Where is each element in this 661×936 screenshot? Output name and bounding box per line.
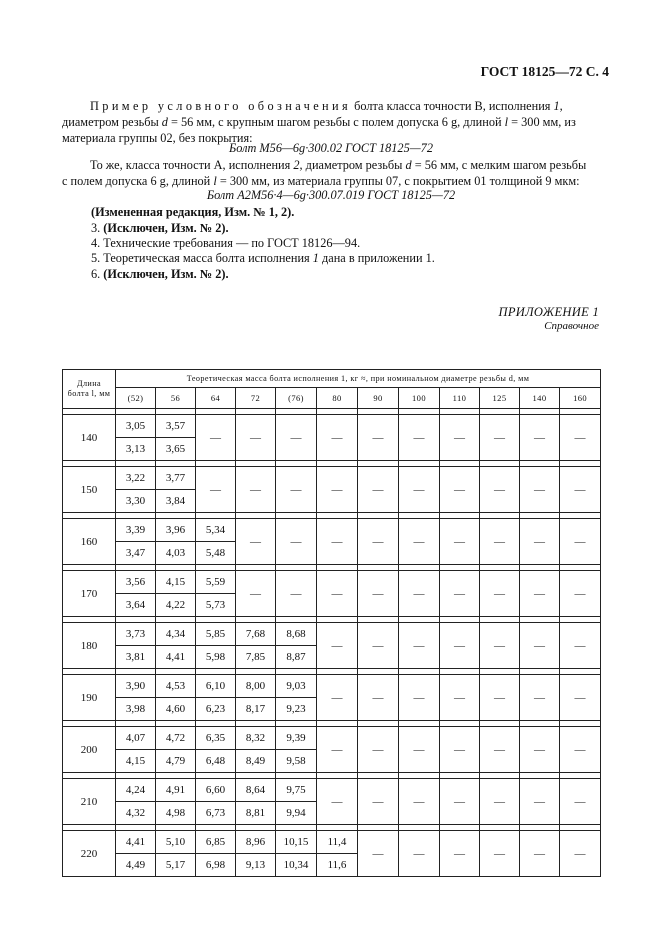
- diameter-header-row: [63, 388, 601, 409]
- mass-value-cell: 3,39: [116, 519, 156, 542]
- mass-value-cell: 5,34: [196, 519, 236, 542]
- note-changed: (Измененная редакция, Изм. № 1, 2).: [91, 205, 295, 219]
- empty-dash-cell: —: [520, 519, 560, 565]
- empty-dash-cell: —: [440, 779, 480, 825]
- empty-dash-cell: —: [196, 415, 236, 461]
- mass-value-cell: 6,35: [196, 727, 236, 750]
- empty-dash-cell: —: [399, 623, 440, 669]
- mass-value-cell: 8,17: [236, 698, 276, 721]
- empty-dash-cell: —: [276, 415, 317, 461]
- empty-dash-cell: —: [399, 571, 440, 617]
- empty-dash-cell: —: [317, 467, 358, 513]
- empty-dash-cell: —: [440, 675, 480, 721]
- mass-value-cell: 4,03: [156, 542, 196, 565]
- mass-value-cell: 3,65: [156, 438, 196, 461]
- empty-dash-cell: —: [317, 727, 358, 773]
- diameter-header-1: 56: [156, 388, 196, 409]
- example-lead: Пример условного обозначения: [90, 99, 352, 113]
- empty-dash-cell: —: [358, 467, 399, 513]
- mass-value-cell: 5,59: [196, 571, 236, 594]
- length-cell: 170: [63, 571, 116, 617]
- mass-value-cell: 9,39: [276, 727, 317, 750]
- p2-d-symbol: d: [405, 158, 412, 172]
- mass-value-cell: 4,41: [116, 831, 156, 854]
- empty-dash-cell: —: [560, 831, 601, 877]
- note-6-number: 6.: [91, 267, 104, 281]
- length-cell: 180: [63, 623, 116, 669]
- table-row: [63, 675, 601, 698]
- mass-value-cell: 3,73: [116, 623, 156, 646]
- p2-exec: 2,: [293, 158, 303, 172]
- note-6: [91, 266, 229, 282]
- mass-value-cell: 4,41: [156, 646, 196, 669]
- table-row: [63, 467, 601, 490]
- mass-value-cell: 4,49: [116, 854, 156, 877]
- empty-dash-cell: —: [480, 727, 520, 773]
- mass-value-cell: 5,10: [156, 831, 196, 854]
- empty-dash-cell: —: [317, 623, 358, 669]
- note-5-a: 5. Теоретическая масса болта исполнения: [91, 251, 313, 265]
- mass-value-cell: 3,22: [116, 467, 156, 490]
- mass-value-cell: 6,98: [196, 854, 236, 877]
- mass-value-cell: 8,32: [236, 727, 276, 750]
- empty-dash-cell: —: [440, 415, 480, 461]
- empty-dash-cell: —: [399, 727, 440, 773]
- mass-value-cell: 7,68: [236, 623, 276, 646]
- note-3: [91, 220, 229, 236]
- empty-dash-cell: —: [358, 571, 399, 617]
- empty-dash-cell: —: [440, 727, 480, 773]
- diameter-header-0: (52): [116, 388, 156, 409]
- empty-dash-cell: —: [196, 467, 236, 513]
- empty-dash-cell: —: [399, 519, 440, 565]
- mass-value-cell: 4,34: [156, 623, 196, 646]
- empty-dash-cell: —: [358, 415, 399, 461]
- example-paragraph-1: [62, 98, 600, 146]
- mass-value-cell: 9,23: [276, 698, 317, 721]
- diameter-header-10: 140: [520, 388, 560, 409]
- designation-1: Болт М56—6g·300.02 ГОСТ 18125—72: [229, 141, 433, 155]
- empty-dash-cell: —: [520, 623, 560, 669]
- length-cell: 220: [63, 831, 116, 877]
- empty-dash-cell: —: [480, 571, 520, 617]
- empty-dash-cell: —: [236, 415, 276, 461]
- empty-dash-cell: —: [317, 415, 358, 461]
- diameter-header-4: (76): [276, 388, 317, 409]
- p2-line2a: с полем допуска 6 g, длиной: [62, 174, 214, 188]
- mass-value-cell: 4,60: [156, 698, 196, 721]
- empty-dash-cell: —: [560, 623, 601, 669]
- mass-value-cell: 3,13: [116, 438, 156, 461]
- empty-dash-cell: —: [399, 415, 440, 461]
- mass-value-cell: 3,47: [116, 542, 156, 565]
- diameter-header-8: 110: [440, 388, 480, 409]
- mass-value-cell: 7,85: [236, 646, 276, 669]
- diameter-header-3: 72: [236, 388, 276, 409]
- note-5: [91, 250, 435, 266]
- p2-line2b: = 300 мм, из материала группы 07, с покрытием 01 толщиной 9 мкм:: [216, 174, 580, 188]
- mass-value-cell: 3,57: [156, 415, 196, 438]
- diameter-header-7: 100: [399, 388, 440, 409]
- note-6-text: (Исключен, Изм. № 2).: [103, 267, 229, 281]
- empty-dash-cell: —: [480, 779, 520, 825]
- note-3-text: (Исключен, Изм. № 2).: [103, 221, 229, 235]
- empty-dash-cell: —: [358, 831, 399, 877]
- mass-value-cell: 4,91: [156, 779, 196, 802]
- example-rest1: болта класса точности В, исполнения: [351, 99, 554, 113]
- example-line2c: = 300 мм, из: [508, 115, 576, 129]
- empty-dash-cell: —: [276, 571, 317, 617]
- mass-table-body: [63, 409, 601, 877]
- length-cell: 190: [63, 675, 116, 721]
- empty-dash-cell: —: [440, 623, 480, 669]
- empty-dash-cell: —: [480, 467, 520, 513]
- mass-value-cell: 9,58: [276, 750, 317, 773]
- mass-value-cell: 8,81: [236, 802, 276, 825]
- table-row: [63, 779, 601, 802]
- empty-dash-cell: —: [520, 727, 560, 773]
- table-row: [63, 571, 601, 594]
- empty-dash-cell: —: [520, 571, 560, 617]
- empty-dash-cell: —: [358, 675, 399, 721]
- empty-dash-cell: —: [440, 831, 480, 877]
- empty-dash-cell: —: [480, 519, 520, 565]
- empty-dash-cell: —: [480, 623, 520, 669]
- empty-dash-cell: —: [358, 727, 399, 773]
- length-cell: 150: [63, 467, 116, 513]
- mass-value-cell: 9,94: [276, 802, 317, 825]
- p2-l-symbol: l: [213, 174, 217, 188]
- mass-value-cell: 8,00: [236, 675, 276, 698]
- length-cell: 210: [63, 779, 116, 825]
- mass-value-cell: 3,81: [116, 646, 156, 669]
- mass-value-cell: 3,98: [116, 698, 156, 721]
- empty-dash-cell: —: [520, 779, 560, 825]
- appendix-subtitle: Справочное: [544, 320, 599, 332]
- empty-dash-cell: —: [560, 779, 601, 825]
- example-line3: материала группы 02, без покрытия:: [62, 131, 253, 145]
- table-row: [63, 831, 601, 854]
- mass-value-cell: 3,84: [156, 490, 196, 513]
- page-header: ГОСТ 18125—72 С. 4: [480, 64, 609, 79]
- example-d-symbol: d: [161, 115, 168, 129]
- mass-value-cell: 4,22: [156, 594, 196, 617]
- empty-dash-cell: —: [480, 831, 520, 877]
- example-l-symbol: l: [504, 115, 509, 129]
- mass-value-cell: 3,30: [116, 490, 156, 513]
- table-row: [63, 415, 601, 438]
- mass-value-cell: 9,03: [276, 675, 317, 698]
- empty-dash-cell: —: [276, 467, 317, 513]
- empty-dash-cell: —: [440, 467, 480, 513]
- mass-value-cell: 9,13: [236, 854, 276, 877]
- empty-dash-cell: —: [440, 571, 480, 617]
- empty-dash-cell: —: [399, 779, 440, 825]
- mass-value-cell: 10,15: [276, 831, 317, 854]
- table-row: [63, 519, 601, 542]
- empty-dash-cell: —: [317, 675, 358, 721]
- mass-value-cell: 3,64: [116, 594, 156, 617]
- empty-dash-cell: —: [317, 779, 358, 825]
- empty-dash-cell: —: [560, 675, 601, 721]
- mass-value-cell: 8,96: [236, 831, 276, 854]
- diameter-header-11: 160: [560, 388, 601, 409]
- empty-dash-cell: —: [560, 727, 601, 773]
- mass-value-cell: 5,17: [156, 854, 196, 877]
- empty-dash-cell: —: [480, 675, 520, 721]
- table-row: [63, 623, 601, 646]
- diameter-header-5: 80: [317, 388, 358, 409]
- mass-table: [62, 369, 601, 877]
- mass-value-cell: 4,07: [116, 727, 156, 750]
- example-line2a: диаметром резьбы: [62, 115, 162, 129]
- length-cell: 160: [63, 519, 116, 565]
- mass-value-cell: 8,49: [236, 750, 276, 773]
- mass-value-cell: 8,64: [236, 779, 276, 802]
- mass-value-cell: 4,15: [156, 571, 196, 594]
- mass-value-cell: 3,96: [156, 519, 196, 542]
- empty-dash-cell: —: [236, 467, 276, 513]
- mass-value-cell: 3,56: [116, 571, 156, 594]
- empty-dash-cell: —: [276, 519, 317, 565]
- empty-dash-cell: —: [399, 467, 440, 513]
- empty-dash-cell: —: [520, 415, 560, 461]
- mass-value-cell: 6,48: [196, 750, 236, 773]
- empty-dash-cell: —: [560, 519, 601, 565]
- mass-value-cell: 4,32: [116, 802, 156, 825]
- mass-value-cell: 4,98: [156, 802, 196, 825]
- mass-value-cell: 11,6: [317, 854, 358, 877]
- note-4: 4. Технические требования — по ГОСТ 18126—94.: [91, 236, 361, 250]
- p2-a: То же, класса точности А, исполнения: [90, 158, 294, 172]
- p2-c: = 56 мм, с мелким шагом резьбы: [411, 158, 587, 172]
- appendix-title: ПРИЛОЖЕНИЕ 1: [498, 305, 599, 319]
- mass-value-cell: 8,68: [276, 623, 317, 646]
- mass-value-cell: 3,90: [116, 675, 156, 698]
- p2-b: диаметром резьбы: [302, 158, 406, 172]
- empty-dash-cell: —: [358, 779, 399, 825]
- table-row: [63, 727, 601, 750]
- mass-value-cell: 10,34: [276, 854, 317, 877]
- empty-dash-cell: —: [236, 571, 276, 617]
- note-5-b: дана в приложении 1.: [318, 251, 435, 265]
- mass-value-cell: 4,53: [156, 675, 196, 698]
- diameter-header-6: 90: [358, 388, 399, 409]
- mass-value-cell: 9,75: [276, 779, 317, 802]
- example-exec1: 1,: [553, 99, 563, 113]
- length-cell: 140: [63, 415, 116, 461]
- mass-value-cell: 3,05: [116, 415, 156, 438]
- empty-dash-cell: —: [399, 831, 440, 877]
- empty-dash-cell: —: [520, 675, 560, 721]
- mass-value-cell: 4,15: [116, 750, 156, 773]
- mass-value-cell: 5,73: [196, 594, 236, 617]
- mass-header: Теоретическая масса болта исполнения 1, кг ≈, при номинальном диаметре резьбы d, мм: [116, 370, 601, 388]
- mass-value-cell: 6,10: [196, 675, 236, 698]
- empty-dash-cell: —: [317, 519, 358, 565]
- mass-value-cell: 6,60: [196, 779, 236, 802]
- empty-dash-cell: —: [520, 831, 560, 877]
- mass-value-cell: 4,79: [156, 750, 196, 773]
- empty-dash-cell: —: [358, 623, 399, 669]
- mass-value-cell: 5,48: [196, 542, 236, 565]
- mass-value-cell: 6,85: [196, 831, 236, 854]
- example-paragraph-2: [62, 157, 600, 189]
- mass-value-cell: 6,23: [196, 698, 236, 721]
- mass-value-cell: 11,4: [317, 831, 358, 854]
- mass-value-cell: 5,98: [196, 646, 236, 669]
- empty-dash-cell: —: [480, 415, 520, 461]
- empty-dash-cell: —: [560, 467, 601, 513]
- empty-dash-cell: —: [236, 519, 276, 565]
- empty-dash-cell: —: [520, 467, 560, 513]
- mass-value-cell: 6,73: [196, 802, 236, 825]
- empty-dash-cell: —: [440, 519, 480, 565]
- mass-value-cell: 5,85: [196, 623, 236, 646]
- empty-dash-cell: —: [317, 571, 358, 617]
- note-5-exec: 1: [312, 251, 319, 265]
- mass-value-cell: 3,77: [156, 467, 196, 490]
- empty-dash-cell: —: [399, 675, 440, 721]
- empty-dash-cell: —: [560, 571, 601, 617]
- example-line2b: = 56 мм, с крупным шагом резьбы с полем допуска 6 g, длиной: [167, 115, 505, 129]
- mass-value-cell: 8,87: [276, 646, 317, 669]
- empty-dash-cell: —: [560, 415, 601, 461]
- length-cell: 200: [63, 727, 116, 773]
- note-3-number: 3.: [91, 221, 104, 235]
- diameter-header-9: 125: [480, 388, 520, 409]
- empty-dash-cell: —: [358, 519, 399, 565]
- mass-value-cell: 4,24: [116, 779, 156, 802]
- length-header: Длина болта l, мм: [63, 370, 116, 409]
- mass-value-cell: 4,72: [156, 727, 196, 750]
- designation-2: Болт А2М56·4—6g·300.07.019 ГОСТ 18125—72: [206, 188, 456, 202]
- diameter-header-2: 64: [196, 388, 236, 409]
